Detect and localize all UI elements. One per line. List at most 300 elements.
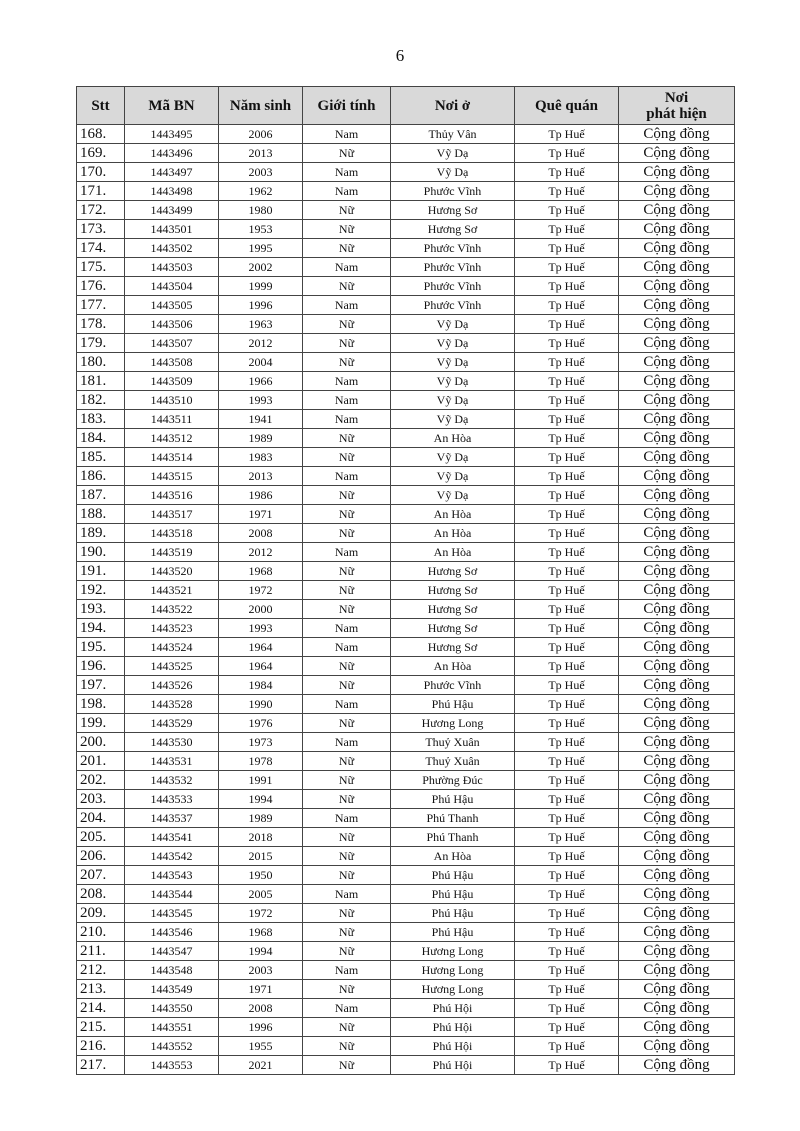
cell-noi-o: Vỹ Dạ (391, 372, 515, 391)
table-row (77, 752, 735, 771)
cell-noi-o: Vỹ Dạ (391, 448, 515, 467)
cell-nam-sinh: 1971 (219, 980, 303, 999)
cell-que-quan: Tp Huế (515, 258, 619, 277)
cell-que-quan: Tp Huế (515, 163, 619, 182)
cell-nam-sinh: 2015 (219, 847, 303, 866)
cell-nam-sinh: 2003 (219, 163, 303, 182)
cell-que-quan: Tp Huế (515, 1037, 619, 1056)
cell-ma-bn: 1443495 (125, 125, 219, 144)
table-row (77, 239, 735, 258)
cell-noi-o: Hương Sơ (391, 201, 515, 220)
cell-nam-sinh: 2012 (219, 334, 303, 353)
cell-nam-sinh: 2000 (219, 600, 303, 619)
cell-que-quan: Tp Huế (515, 790, 619, 809)
cell-stt: 201. (77, 752, 125, 771)
cell-stt: 183. (77, 410, 125, 429)
cell-noi-o: Hương Sơ (391, 638, 515, 657)
cell-noi-phat-hien: Cộng đồng (619, 144, 735, 163)
cell-gioi-tinh: Nữ (303, 505, 391, 524)
cell-stt: 190. (77, 543, 125, 562)
cell-noi-phat-hien: Cộng đồng (619, 277, 735, 296)
cell-gioi-tinh: Nữ (303, 448, 391, 467)
cell-stt: 214. (77, 999, 125, 1018)
table-row (77, 315, 735, 334)
cell-noi-o: Vỹ Dạ (391, 467, 515, 486)
cell-ma-bn: 1443530 (125, 733, 219, 752)
cell-noi-o: Phú Hội (391, 1018, 515, 1037)
cell-que-quan: Tp Huế (515, 714, 619, 733)
cell-noi-o: Phú Thanh (391, 809, 515, 828)
cell-noi-o: Vỹ Dạ (391, 353, 515, 372)
cell-nam-sinh: 1999 (219, 277, 303, 296)
cell-stt: 176. (77, 277, 125, 296)
cell-que-quan: Tp Huế (515, 353, 619, 372)
cell-que-quan: Tp Huế (515, 1056, 619, 1075)
cell-noi-phat-hien: Cộng đồng (619, 1018, 735, 1037)
cell-gioi-tinh: Nam (303, 296, 391, 315)
cell-stt: 184. (77, 429, 125, 448)
cell-ma-bn: 1443497 (125, 163, 219, 182)
cell-stt: 191. (77, 562, 125, 581)
cell-noi-phat-hien: Cộng đồng (619, 505, 735, 524)
cell-noi-o: Hương Sơ (391, 581, 515, 600)
table-row (77, 904, 735, 923)
cell-ma-bn: 1443496 (125, 144, 219, 163)
cell-gioi-tinh: Nam (303, 695, 391, 714)
table-row (77, 562, 735, 581)
cell-gioi-tinh: Nam (303, 372, 391, 391)
cell-gioi-tinh: Nam (303, 638, 391, 657)
header-noi-phat-hien: Nơi phát hiện (619, 87, 735, 125)
cell-que-quan: Tp Huế (515, 942, 619, 961)
cell-nam-sinh: 1996 (219, 296, 303, 315)
cell-noi-o: Phú Hậu (391, 885, 515, 904)
cell-noi-phat-hien: Cộng đồng (619, 600, 735, 619)
table-row (77, 714, 735, 733)
cell-ma-bn: 1443524 (125, 638, 219, 657)
cell-nam-sinh: 2013 (219, 144, 303, 163)
cell-ma-bn: 1443523 (125, 619, 219, 638)
cell-noi-o: Hương Long (391, 980, 515, 999)
cell-nam-sinh: 1972 (219, 581, 303, 600)
cell-noi-phat-hien: Cộng đồng (619, 638, 735, 657)
cell-stt: 193. (77, 600, 125, 619)
cell-ma-bn: 1443522 (125, 600, 219, 619)
cell-noi-o: Vỹ Dạ (391, 410, 515, 429)
cell-noi-o: Phú Hậu (391, 904, 515, 923)
table-row (77, 581, 735, 600)
cell-que-quan: Tp Huế (515, 524, 619, 543)
cell-nam-sinh: 1964 (219, 638, 303, 657)
cell-que-quan: Tp Huế (515, 334, 619, 353)
cell-que-quan: Tp Huế (515, 980, 619, 999)
cell-que-quan: Tp Huế (515, 1018, 619, 1037)
cell-stt: 213. (77, 980, 125, 999)
cell-noi-o: Vỹ Dạ (391, 391, 515, 410)
cell-gioi-tinh: Nam (303, 885, 391, 904)
table-row (77, 942, 735, 961)
cell-stt: 181. (77, 372, 125, 391)
cell-noi-o: Hương Sơ (391, 619, 515, 638)
header-noi-o: Nơi ở (391, 87, 515, 125)
table-row (77, 999, 735, 1018)
table-row (77, 391, 735, 410)
cell-noi-o: An Hòa (391, 847, 515, 866)
cell-nam-sinh: 1990 (219, 695, 303, 714)
cell-nam-sinh: 1995 (219, 239, 303, 258)
cell-noi-phat-hien: Cộng đồng (619, 201, 735, 220)
cell-nam-sinh: 1968 (219, 562, 303, 581)
cell-que-quan: Tp Huế (515, 581, 619, 600)
table-row (77, 125, 735, 144)
cell-stt: 177. (77, 296, 125, 315)
cell-gioi-tinh: Nam (303, 182, 391, 201)
cell-nam-sinh: 1963 (219, 315, 303, 334)
header-ma-bn: Mã BN (125, 87, 219, 125)
cell-ma-bn: 1443541 (125, 828, 219, 847)
cell-gioi-tinh: Nữ (303, 524, 391, 543)
table-row (77, 429, 735, 448)
cell-noi-phat-hien: Cộng đồng (619, 562, 735, 581)
cell-gioi-tinh: Nam (303, 163, 391, 182)
cell-que-quan: Tp Huế (515, 657, 619, 676)
cell-noi-phat-hien: Cộng đồng (619, 980, 735, 999)
cell-noi-phat-hien: Cộng đồng (619, 885, 735, 904)
cell-ma-bn: 1443520 (125, 562, 219, 581)
cell-que-quan: Tp Huế (515, 505, 619, 524)
cell-que-quan: Tp Huế (515, 125, 619, 144)
cell-noi-phat-hien: Cộng đồng (619, 1037, 735, 1056)
cell-nam-sinh: 1993 (219, 391, 303, 410)
cell-noi-phat-hien: Cộng đồng (619, 258, 735, 277)
table-row (77, 676, 735, 695)
table-row (77, 448, 735, 467)
cell-nam-sinh: 2008 (219, 524, 303, 543)
cell-stt: 203. (77, 790, 125, 809)
table-row (77, 410, 735, 429)
cell-stt: 207. (77, 866, 125, 885)
table-row (77, 372, 735, 391)
cell-que-quan: Tp Huế (515, 961, 619, 980)
table-row (77, 828, 735, 847)
cell-stt: 202. (77, 771, 125, 790)
cell-stt: 216. (77, 1037, 125, 1056)
cell-ma-bn: 1443511 (125, 410, 219, 429)
table-row (77, 847, 735, 866)
cell-ma-bn: 1443532 (125, 771, 219, 790)
table-row (77, 543, 735, 562)
table-row (77, 790, 735, 809)
cell-que-quan: Tp Huế (515, 619, 619, 638)
cell-que-quan: Tp Huế (515, 372, 619, 391)
cell-gioi-tinh: Nữ (303, 1056, 391, 1075)
cell-gioi-tinh: Nam (303, 391, 391, 410)
cell-nam-sinh: 2006 (219, 125, 303, 144)
cell-gioi-tinh: Nữ (303, 847, 391, 866)
cell-gioi-tinh: Nữ (303, 486, 391, 505)
cell-ma-bn: 1443537 (125, 809, 219, 828)
cell-gioi-tinh: Nữ (303, 144, 391, 163)
cell-gioi-tinh: Nữ (303, 790, 391, 809)
cell-ma-bn: 1443515 (125, 467, 219, 486)
cell-nam-sinh: 1966 (219, 372, 303, 391)
cell-ma-bn: 1443552 (125, 1037, 219, 1056)
cell-stt: 198. (77, 695, 125, 714)
cell-nam-sinh: 1996 (219, 1018, 303, 1037)
cell-que-quan: Tp Huế (515, 543, 619, 562)
cell-gioi-tinh: Nữ (303, 980, 391, 999)
cell-noi-phat-hien: Cộng đồng (619, 429, 735, 448)
cell-gioi-tinh: Nam (303, 258, 391, 277)
cell-stt: 211. (77, 942, 125, 961)
cell-nam-sinh: 1980 (219, 201, 303, 220)
table-row (77, 163, 735, 182)
cell-gioi-tinh: Nữ (303, 714, 391, 733)
cell-gioi-tinh: Nam (303, 467, 391, 486)
cell-gioi-tinh: Nữ (303, 277, 391, 296)
cell-noi-o: Phú Hội (391, 999, 515, 1018)
cell-noi-phat-hien: Cộng đồng (619, 847, 735, 866)
cell-gioi-tinh: Nữ (303, 866, 391, 885)
cell-noi-phat-hien: Cộng đồng (619, 923, 735, 942)
cell-gioi-tinh: Nữ (303, 752, 391, 771)
cell-noi-o: Phước Vĩnh (391, 239, 515, 258)
cell-noi-o: Phú Hậu (391, 866, 515, 885)
cell-noi-o: Phước Vĩnh (391, 182, 515, 201)
header-nam-sinh: Năm sinh (219, 87, 303, 125)
cell-gioi-tinh: Nữ (303, 1018, 391, 1037)
table-row (77, 467, 735, 486)
cell-noi-phat-hien: Cộng đồng (619, 296, 735, 315)
cell-stt: 215. (77, 1018, 125, 1037)
cell-noi-phat-hien: Cộng đồng (619, 752, 735, 771)
cell-nam-sinh: 1973 (219, 733, 303, 752)
cell-stt: 194. (77, 619, 125, 638)
cell-nam-sinh: 1978 (219, 752, 303, 771)
table-header (77, 87, 735, 125)
cell-stt: 195. (77, 638, 125, 657)
cell-nam-sinh: 1993 (219, 619, 303, 638)
cell-stt: 178. (77, 315, 125, 334)
cell-nam-sinh: 1989 (219, 429, 303, 448)
cell-que-quan: Tp Huế (515, 695, 619, 714)
cell-ma-bn: 1443504 (125, 277, 219, 296)
header-gioi-tinh: Giới tính (303, 87, 391, 125)
cell-ma-bn: 1443510 (125, 391, 219, 410)
cell-que-quan: Tp Huế (515, 904, 619, 923)
cell-que-quan: Tp Huế (515, 486, 619, 505)
cell-noi-phat-hien: Cộng đồng (619, 771, 735, 790)
cell-nam-sinh: 1968 (219, 923, 303, 942)
cell-ma-bn: 1443506 (125, 315, 219, 334)
cell-gioi-tinh: Nữ (303, 581, 391, 600)
cell-gioi-tinh: Nam (303, 961, 391, 980)
cell-noi-o: An Hòa (391, 524, 515, 543)
cell-noi-phat-hien: Cộng đồng (619, 486, 735, 505)
cell-stt: 197. (77, 676, 125, 695)
cell-ma-bn: 1443547 (125, 942, 219, 961)
cell-que-quan: Tp Huế (515, 752, 619, 771)
cell-ma-bn: 1443512 (125, 429, 219, 448)
cell-noi-phat-hien: Cộng đồng (619, 676, 735, 695)
cell-nam-sinh: 1989 (219, 809, 303, 828)
cell-noi-o: Phú Hậu (391, 695, 515, 714)
cell-noi-o: Phú Thanh (391, 828, 515, 847)
cell-noi-phat-hien: Cộng đồng (619, 467, 735, 486)
cell-ma-bn: 1443548 (125, 961, 219, 980)
cell-nam-sinh: 1950 (219, 866, 303, 885)
cell-stt: 173. (77, 220, 125, 239)
cell-que-quan: Tp Huế (515, 676, 619, 695)
cell-noi-phat-hien: Cộng đồng (619, 961, 735, 980)
cell-ma-bn: 1443551 (125, 1018, 219, 1037)
cell-nam-sinh: 1964 (219, 657, 303, 676)
table-row (77, 885, 735, 904)
cell-ma-bn: 1443516 (125, 486, 219, 505)
table-row (77, 182, 735, 201)
cell-noi-phat-hien: Cộng đồng (619, 809, 735, 828)
cell-nam-sinh: 1986 (219, 486, 303, 505)
cell-stt: 168. (77, 125, 125, 144)
cell-stt: 200. (77, 733, 125, 752)
table-body (77, 125, 735, 1075)
cell-gioi-tinh: Nữ (303, 239, 391, 258)
cell-noi-o: Hương Long (391, 961, 515, 980)
cell-stt: 199. (77, 714, 125, 733)
cell-nam-sinh: 1994 (219, 942, 303, 961)
cell-ma-bn: 1443508 (125, 353, 219, 372)
cell-noi-phat-hien: Cộng đồng (619, 904, 735, 923)
table-row (77, 201, 735, 220)
cell-nam-sinh: 1955 (219, 1037, 303, 1056)
cell-noi-o: Hương Sơ (391, 562, 515, 581)
table-row (77, 258, 735, 277)
cell-stt: 174. (77, 239, 125, 258)
cell-ma-bn: 1443525 (125, 657, 219, 676)
cell-noi-o: Hương Sơ (391, 600, 515, 619)
cell-stt: 188. (77, 505, 125, 524)
cell-ma-bn: 1443526 (125, 676, 219, 695)
header-que-quan: Quê quán (515, 87, 619, 125)
cell-stt: 169. (77, 144, 125, 163)
cell-noi-o: Vỹ Dạ (391, 163, 515, 182)
table-row (77, 809, 735, 828)
cell-noi-phat-hien: Cộng đồng (619, 695, 735, 714)
cell-noi-o: Thuỷ Xuân (391, 733, 515, 752)
cell-noi-o: Vỹ Dạ (391, 315, 515, 334)
cell-ma-bn: 1443502 (125, 239, 219, 258)
cell-que-quan: Tp Huế (515, 999, 619, 1018)
table-row (77, 505, 735, 524)
cell-nam-sinh: 1984 (219, 676, 303, 695)
cell-ma-bn: 1443542 (125, 847, 219, 866)
cell-stt: 217. (77, 1056, 125, 1075)
cell-noi-o: Phước Vĩnh (391, 296, 515, 315)
cell-que-quan: Tp Huế (515, 182, 619, 201)
cell-noi-phat-hien: Cộng đồng (619, 714, 735, 733)
cell-noi-o: Hương Long (391, 714, 515, 733)
cell-stt: 196. (77, 657, 125, 676)
cell-noi-o: Phước Vĩnh (391, 258, 515, 277)
cell-gioi-tinh: Nữ (303, 1037, 391, 1056)
cell-gioi-tinh: Nữ (303, 600, 391, 619)
cell-gioi-tinh: Nữ (303, 220, 391, 239)
cell-stt: 208. (77, 885, 125, 904)
cell-stt: 209. (77, 904, 125, 923)
cell-noi-phat-hien: Cộng đồng (619, 410, 735, 429)
cell-noi-phat-hien: Cộng đồng (619, 619, 735, 638)
cell-noi-phat-hien: Cộng đồng (619, 220, 735, 239)
cell-que-quan: Tp Huế (515, 429, 619, 448)
cell-ma-bn: 1443544 (125, 885, 219, 904)
cell-gioi-tinh: Nam (303, 999, 391, 1018)
table-row (77, 657, 735, 676)
cell-nam-sinh: 1941 (219, 410, 303, 429)
cell-ma-bn: 1443553 (125, 1056, 219, 1075)
cell-gioi-tinh: Nữ (303, 657, 391, 676)
cell-gioi-tinh: Nữ (303, 942, 391, 961)
table-row (77, 1056, 735, 1075)
cell-stt: 210. (77, 923, 125, 942)
cell-ma-bn: 1443528 (125, 695, 219, 714)
header-stt: Stt (77, 87, 125, 125)
cell-nam-sinh: 2021 (219, 1056, 303, 1075)
cell-noi-phat-hien: Cộng đồng (619, 524, 735, 543)
cell-noi-phat-hien: Cộng đồng (619, 372, 735, 391)
table-row (77, 1037, 735, 1056)
cell-stt: 204. (77, 809, 125, 828)
table-row (77, 600, 735, 619)
cell-noi-o: Phú Hội (391, 1056, 515, 1075)
cell-stt: 205. (77, 828, 125, 847)
cell-stt: 192. (77, 581, 125, 600)
cell-noi-o: Thuỷ Xuân (391, 752, 515, 771)
cell-noi-phat-hien: Cộng đồng (619, 1056, 735, 1075)
cell-noi-o: An Hòa (391, 657, 515, 676)
cell-ma-bn: 1443505 (125, 296, 219, 315)
cell-stt: 171. (77, 182, 125, 201)
cell-que-quan: Tp Huế (515, 733, 619, 752)
table-row (77, 144, 735, 163)
cell-noi-phat-hien: Cộng đồng (619, 391, 735, 410)
cell-noi-phat-hien: Cộng đồng (619, 581, 735, 600)
cell-noi-o: Vỹ Dạ (391, 144, 515, 163)
cell-noi-o: Phú Hội (391, 1037, 515, 1056)
cell-noi-o: Hương Long (391, 942, 515, 961)
cell-noi-o: Phước Vĩnh (391, 277, 515, 296)
cell-gioi-tinh: Nữ (303, 828, 391, 847)
cell-gioi-tinh: Nữ (303, 353, 391, 372)
cell-que-quan: Tp Huế (515, 885, 619, 904)
cell-noi-phat-hien: Cộng đồng (619, 866, 735, 885)
cell-ma-bn: 1443521 (125, 581, 219, 600)
cell-gioi-tinh: Nữ (303, 201, 391, 220)
cell-que-quan: Tp Huế (515, 315, 619, 334)
cell-stt: 180. (77, 353, 125, 372)
cell-gioi-tinh: Nữ (303, 676, 391, 695)
cell-que-quan: Tp Huế (515, 771, 619, 790)
cell-ma-bn: 1443550 (125, 999, 219, 1018)
cell-noi-phat-hien: Cộng đồng (619, 315, 735, 334)
cell-stt: 182. (77, 391, 125, 410)
cell-que-quan: Tp Huế (515, 847, 619, 866)
cell-noi-phat-hien: Cộng đồng (619, 657, 735, 676)
cell-nam-sinh: 2018 (219, 828, 303, 847)
table-row (77, 353, 735, 372)
cell-gioi-tinh: Nữ (303, 771, 391, 790)
table-row (77, 334, 735, 353)
cell-gioi-tinh: Nữ (303, 315, 391, 334)
